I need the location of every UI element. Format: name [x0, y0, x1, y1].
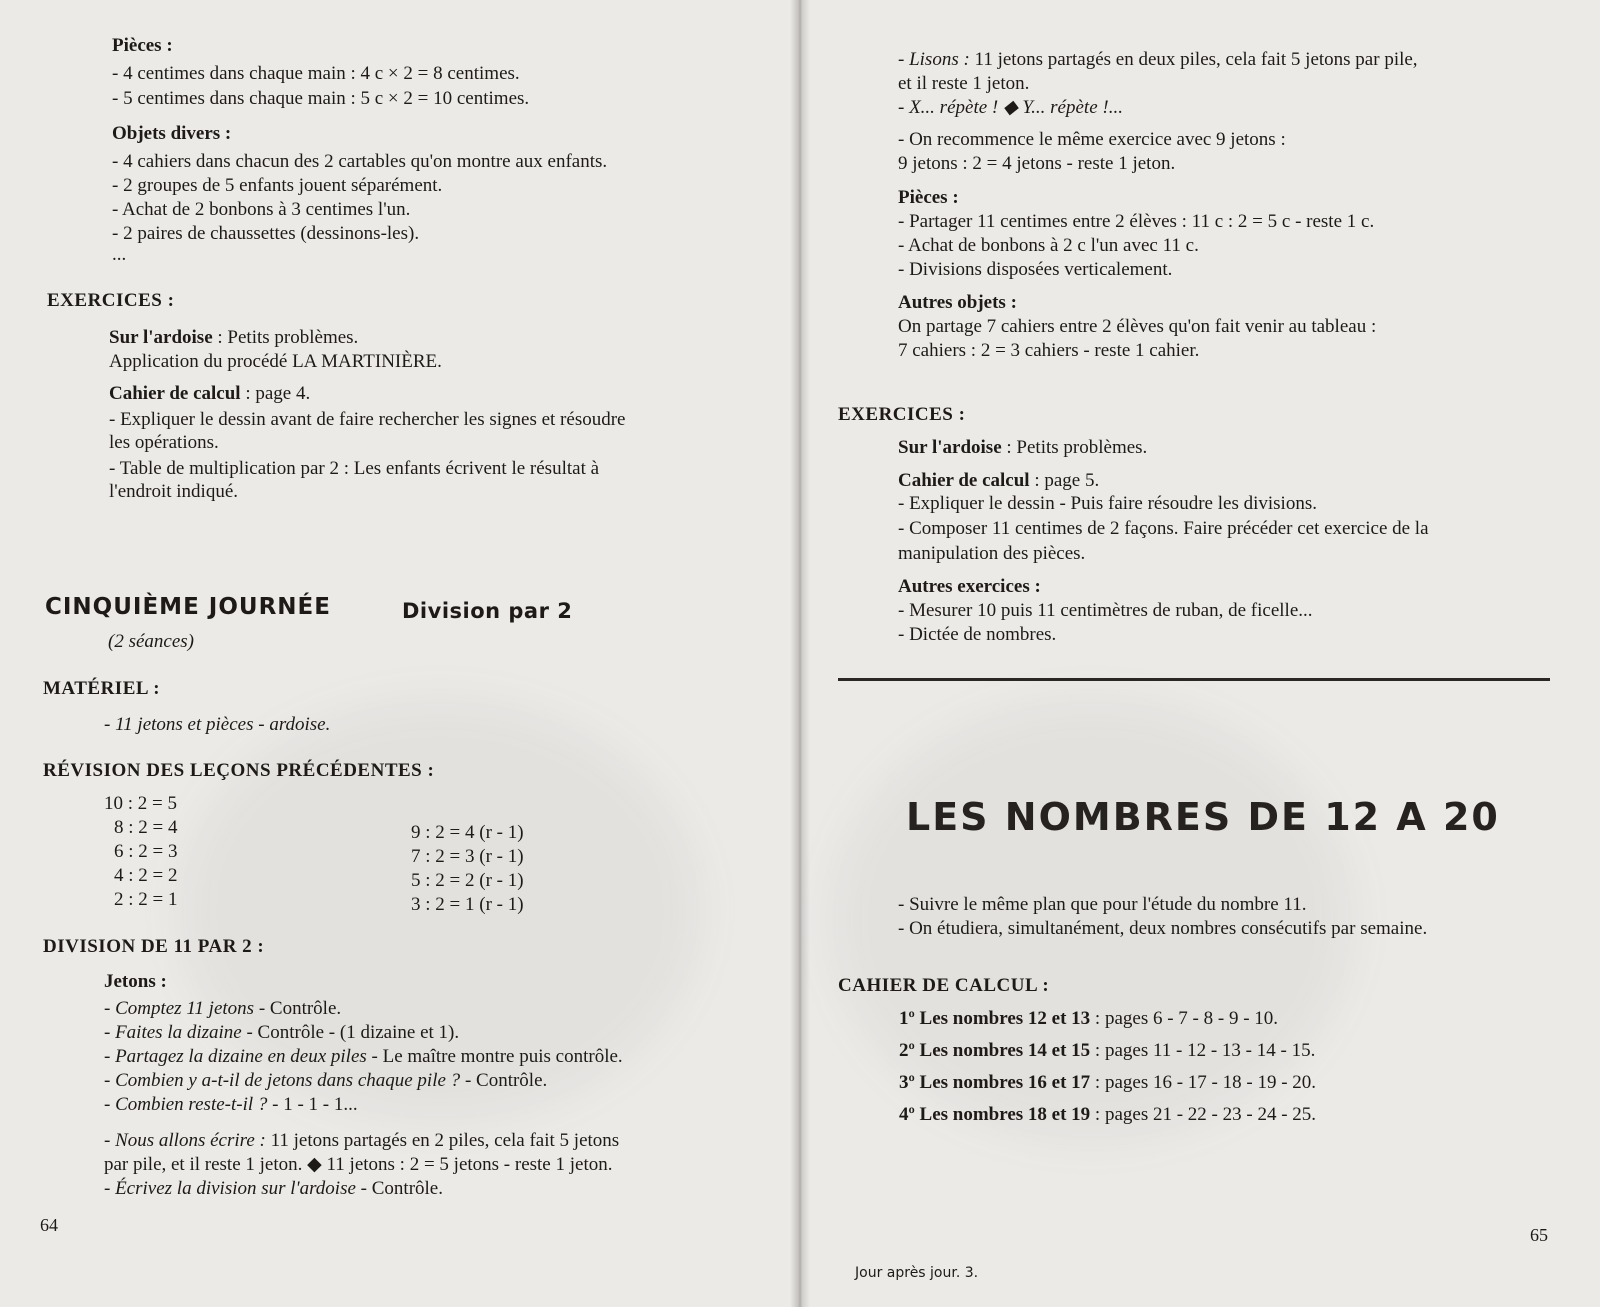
exercices-heading: EXERCICES :: [838, 404, 966, 425]
division-fact: 10 : 2 = 5: [104, 793, 177, 814]
schedule-pages: : pages 11 - 12 - 13 - 14 - 15.: [1094, 1040, 1316, 1061]
section-divider: [838, 678, 1550, 681]
cahier-paragraph: - Expliquer le dessin avant de faire rechercher les signes et résoudre: [109, 409, 626, 430]
journee-subject: Division par 2: [402, 599, 573, 623]
recommence-line2: 9 jetons : 2 = 4 jetons - reste 1 jeton.: [898, 153, 1176, 174]
jetons-instruction: - Comptez 11 jetons: [104, 998, 255, 1019]
objets-line: - Achat de 2 bonbons à 3 centimes l'un.: [112, 199, 411, 220]
jetons-note: - Contrôle.: [460, 1070, 548, 1091]
revision-heading: RÉVISION DES LEÇONS PRÉCÉDENTES :: [43, 760, 435, 781]
objets-line: - 2 paires de chaussettes (dessinons-les).: [112, 223, 420, 244]
ecrivez-text: - Contrôle.: [355, 1178, 443, 1199]
cahier-text: : page 4.: [245, 383, 311, 404]
jetons-line: [104, 1093, 358, 1117]
division-fact: 8 : 2 = 4: [114, 817, 178, 838]
jetons-note: - 1 - 1 - 1...: [267, 1094, 358, 1115]
ardoise-line2: Application du procédé LA MARTINIÈRE.: [109, 351, 442, 372]
jetons-line: [104, 1069, 547, 1093]
jetons-line: [104, 1045, 623, 1069]
page-number-left: 64: [40, 1215, 58, 1235]
pieces-heading: Pièces :: [898, 187, 959, 208]
pieces-line: - Partager 11 centimes entre 2 élèves : 11 c : 2 = 5 c - reste 1 c.: [898, 211, 1375, 232]
cahier-line: [109, 382, 310, 406]
pieces-heading: Pièces :: [112, 35, 173, 56]
ardoise-label: Sur l'ardoise: [109, 327, 213, 348]
jetons-instruction: - Combien reste-t-il ?: [104, 1094, 268, 1115]
ecrivez-instruction: - Écrivez la division sur l'ardoise: [104, 1178, 356, 1199]
autres-line: On partage 7 cahiers entre 2 élèves qu'on fait venir au tableau :: [898, 316, 1377, 337]
division-fact: 2 : 2 = 1: [114, 889, 178, 910]
jetons-instruction: - Combien y a-t-il de jetons dans chaque pile ?: [104, 1070, 461, 1091]
seances-note: (2 séances): [108, 631, 194, 652]
exercices-heading: EXERCICES :: [47, 290, 175, 311]
cahier-text: : page 5.: [1034, 470, 1100, 491]
ardoise-text: : Petits problèmes.: [217, 327, 359, 348]
objets-line: - 4 cahiers dans chacun des 2 cartables qu'on montre aux enfants.: [112, 151, 608, 172]
ecrivez-line: [104, 1177, 443, 1201]
ardoise-label: Sur l'ardoise: [898, 437, 1002, 458]
schedule-label: 1º Les nombres 12 et 13: [899, 1008, 1091, 1029]
division-remainder-fact: 7 : 2 = 3 (r - 1): [411, 846, 524, 867]
section-title: LES NOMBRES DE 12 A 20: [906, 795, 1500, 839]
book-gutter: [790, 0, 810, 1307]
ardoise-line: [109, 326, 358, 350]
lisons-text: 11 jetons partagés en deux piles, cela fait 5 jetons par pile,: [969, 49, 1418, 70]
objets-line: - 2 groupes de 5 enfants jouent séparément.: [112, 175, 443, 196]
division-heading: DIVISION DE 11 PAR 2 :: [43, 936, 265, 957]
schedule-pages: : pages 21 - 22 - 23 - 24 - 25.: [1094, 1104, 1317, 1125]
autres-exercices-line: - Dictée de nombres.: [898, 624, 1057, 645]
ecrire-line2: par pile, et il reste 1 jeton. ◆ 11 jetons : 2 = 5 jetons - reste 1 jeton.: [104, 1154, 613, 1175]
lisons-line2: et il reste 1 jeton.: [898, 73, 1030, 94]
cahier-label: Cahier de calcul: [109, 383, 241, 404]
plan-line: - Suivre le même plan que pour l'étude du nombre 11.: [898, 894, 1307, 915]
division-remainder-fact: 3 : 2 = 1 (r - 1): [411, 894, 524, 915]
schedule-row: [899, 1071, 1316, 1095]
schedule-row: [899, 1039, 1315, 1063]
footer-signature: Jour après jour. 3.: [855, 1265, 979, 1281]
objets-line: ...: [112, 244, 127, 265]
objets-heading: Objets divers :: [112, 123, 232, 144]
cahier-paragraph: - Table de multiplication par 2 : Les enfants écrivent le résultat à: [109, 458, 600, 479]
jetons-instruction: - Faites la dizaine: [104, 1022, 242, 1043]
jetons-instruction: - Partagez la dizaine en deux piles: [104, 1046, 367, 1067]
division-remainder-fact: 5 : 2 = 2 (r - 1): [411, 870, 524, 891]
schedule-pages: : pages 6 - 7 - 8 - 9 - 10.: [1094, 1008, 1279, 1029]
ecrire-text: 11 jetons partagés en 2 piles, cela fait 5 jetons: [265, 1130, 620, 1151]
materiel-heading: MATÉRIEL :: [43, 678, 161, 699]
pieces-line: - 4 centimes dans chaque main : 4 c × 2 = 8 centimes.: [112, 63, 520, 84]
cahier-item: - Expliquer le dessin - Puis faire résoudre les divisions.: [898, 493, 1317, 514]
materiel-text: - 11 jetons et pièces - ardoise.: [104, 714, 331, 735]
jetons-note: - Contrôle - (1 dizaine et 1).: [241, 1022, 460, 1043]
lisons-line: [898, 48, 1418, 72]
autres-line: 7 cahiers : 2 = 3 cahiers - reste 1 cahier.: [898, 340, 1200, 361]
page-left: [0, 0, 798, 1307]
cahier-paragraph: les opérations.: [109, 432, 219, 453]
jetons-note: - Contrôle.: [254, 998, 342, 1019]
repete-line: - X... répète ! ◆ Y... répète !...: [898, 97, 1123, 118]
plan-line: - On étudiera, simultanément, deux nombres consécutifs par semaine.: [898, 918, 1428, 939]
pieces-line: - Achat de bonbons à 2 c l'un avec 11 c.: [898, 235, 1199, 256]
schedule-row: [899, 1007, 1278, 1031]
cahier-calcul-heading: CAHIER DE CALCUL :: [838, 975, 1050, 996]
cahier-item: - Composer 11 centimes de 2 façons. Faire précéder cet exercice de la: [898, 518, 1429, 539]
division-fact: 6 : 2 = 3: [114, 841, 178, 862]
autres-exercices-heading: Autres exercices :: [898, 576, 1041, 597]
schedule-label: 3º Les nombres 16 et 17: [899, 1072, 1091, 1093]
cahier-line: [898, 469, 1099, 493]
jetons-note: - Le maître montre puis contrôle.: [366, 1046, 623, 1067]
ecrire-instruction: - Nous allons écrire :: [104, 1130, 266, 1151]
division-fact: 4 : 2 = 2: [114, 865, 178, 886]
division-remainder-fact: 9 : 2 = 4 (r - 1): [411, 822, 524, 843]
lisons-instruction: - Lisons :: [898, 49, 970, 70]
ecrire-line: [104, 1129, 619, 1153]
recommence-line: - On recommence le même exercice avec 9 jetons :: [898, 129, 1286, 150]
ardoise-text: : Petits problèmes.: [1006, 437, 1148, 458]
jetons-line: [104, 1021, 459, 1045]
schedule-label: 2º Les nombres 14 et 15: [899, 1040, 1091, 1061]
autres-exercices-line: - Mesurer 10 puis 11 centimètres de ruban, de ficelle...: [898, 600, 1313, 621]
journee-title: CINQUIÈME JOURNÉE: [45, 594, 331, 620]
schedule-pages: : pages 16 - 17 - 18 - 19 - 20.: [1094, 1072, 1317, 1093]
autres-heading: Autres objets :: [898, 292, 1017, 313]
schedule-row: [899, 1103, 1316, 1127]
pieces-line: - 5 centimes dans chaque main : 5 c × 2 = 10 centimes.: [112, 88, 530, 109]
ardoise-line: [898, 436, 1147, 460]
pieces-line: - Divisions disposées verticalement.: [898, 259, 1173, 280]
cahier-paragraph: l'endroit indiqué.: [109, 481, 239, 502]
schedule-label: 4º Les nombres 18 et 19: [899, 1104, 1091, 1125]
jetons-line: [104, 997, 341, 1021]
jetons-heading: Jetons :: [104, 971, 167, 992]
cahier-item: manipulation des pièces.: [898, 543, 1086, 564]
cahier-label: Cahier de calcul: [898, 470, 1030, 491]
page-number-right: 65: [1530, 1225, 1548, 1245]
